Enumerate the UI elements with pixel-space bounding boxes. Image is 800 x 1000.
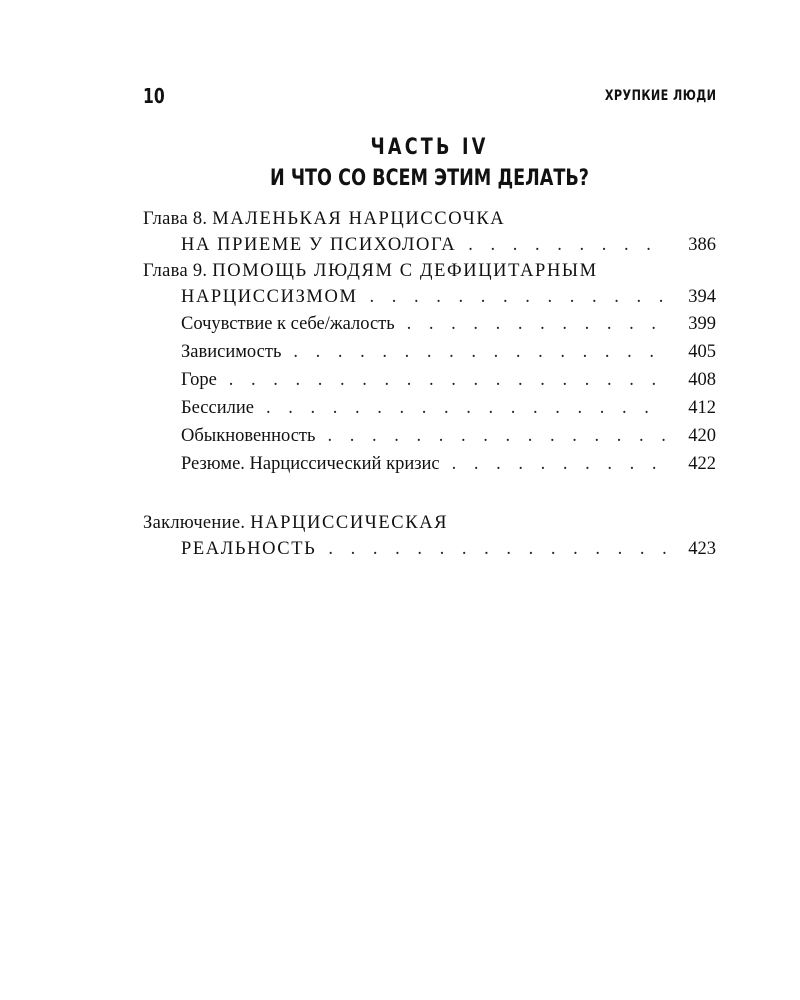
toc-entry-chapter-8[interactable] <box>143 206 716 258</box>
chapter-prefix: Глава 8. <box>143 209 208 229</box>
toc-section-summary[interactable] <box>143 450 716 478</box>
toc-section-self-compassion[interactable] <box>143 310 716 338</box>
section-title: Обыкновенность <box>181 426 316 446</box>
conclusion-title-line-2: РЕАЛЬНОСТЬ <box>181 539 317 559</box>
chapter-prefix: Глава 9. <box>143 261 208 281</box>
page-number: 10 <box>143 84 165 108</box>
page-ref: 405 <box>688 342 716 362</box>
dot-leader <box>328 536 666 562</box>
dot-leader <box>266 394 666 422</box>
dot-leader <box>293 338 666 366</box>
toc-section-grief[interactable] <box>143 366 716 394</box>
chapter-title-line-1: МАЛЕНЬКАЯ НАРЦИССОЧКА <box>212 209 506 229</box>
toc-section-ordinariness[interactable] <box>143 422 716 450</box>
dot-leader <box>370 284 667 310</box>
section-title: Бессилие <box>181 398 254 418</box>
page-ref: 399 <box>688 314 716 334</box>
section-title: Зависимость <box>181 342 282 362</box>
book-title: ХРУПКИЕ ЛЮДИ <box>604 88 716 104</box>
part-title: И ЧТО СО ВСЕМ ЭТИМ ДЕЛАТЬ? <box>269 166 590 191</box>
section-title: Резюме. Нарциссический кризис <box>181 454 440 474</box>
toc-section-dependence[interactable] <box>143 338 716 366</box>
dot-leader <box>327 422 666 450</box>
page-ref: 422 <box>688 454 716 474</box>
toc-entry-conclusion[interactable] <box>143 510 716 562</box>
page-ref: 420 <box>688 426 716 446</box>
chapter-title-line-2: НАРЦИССИЗМОМ <box>181 287 358 307</box>
table-of-contents-conclusion <box>143 510 716 562</box>
page-ref: 394 <box>688 287 716 307</box>
dot-leader <box>407 310 666 338</box>
page-ref: 412 <box>688 398 716 418</box>
chapter-title-line-1: ПОМОЩЬ ЛЮДЯМ С ДЕФИЦИТАРНЫМ <box>212 261 598 281</box>
toc-entry-chapter-9[interactable] <box>143 258 716 310</box>
table-of-contents <box>143 206 716 478</box>
chapter-title-line-2: НА ПРИЕМЕ У ПСИХОЛОГА <box>181 235 457 255</box>
running-head <box>143 84 716 110</box>
conclusion-prefix: Заключение. <box>143 513 246 533</box>
page-ref: 423 <box>688 539 716 559</box>
section-title: Горе <box>181 370 217 390</box>
page-ref: 386 <box>688 235 716 255</box>
conclusion-title-line-1: НАРЦИССИЧЕСКАЯ <box>250 513 449 533</box>
dot-leader <box>229 366 666 394</box>
dot-leader <box>452 450 666 478</box>
toc-section-powerlessness[interactable] <box>143 394 716 422</box>
section-title: Сочувствие к себе/жалость <box>181 314 395 334</box>
page-ref: 408 <box>688 370 716 390</box>
part-label: ЧАСТЬ IV <box>370 135 489 160</box>
part-heading <box>143 132 716 194</box>
dot-leader <box>468 232 666 258</box>
